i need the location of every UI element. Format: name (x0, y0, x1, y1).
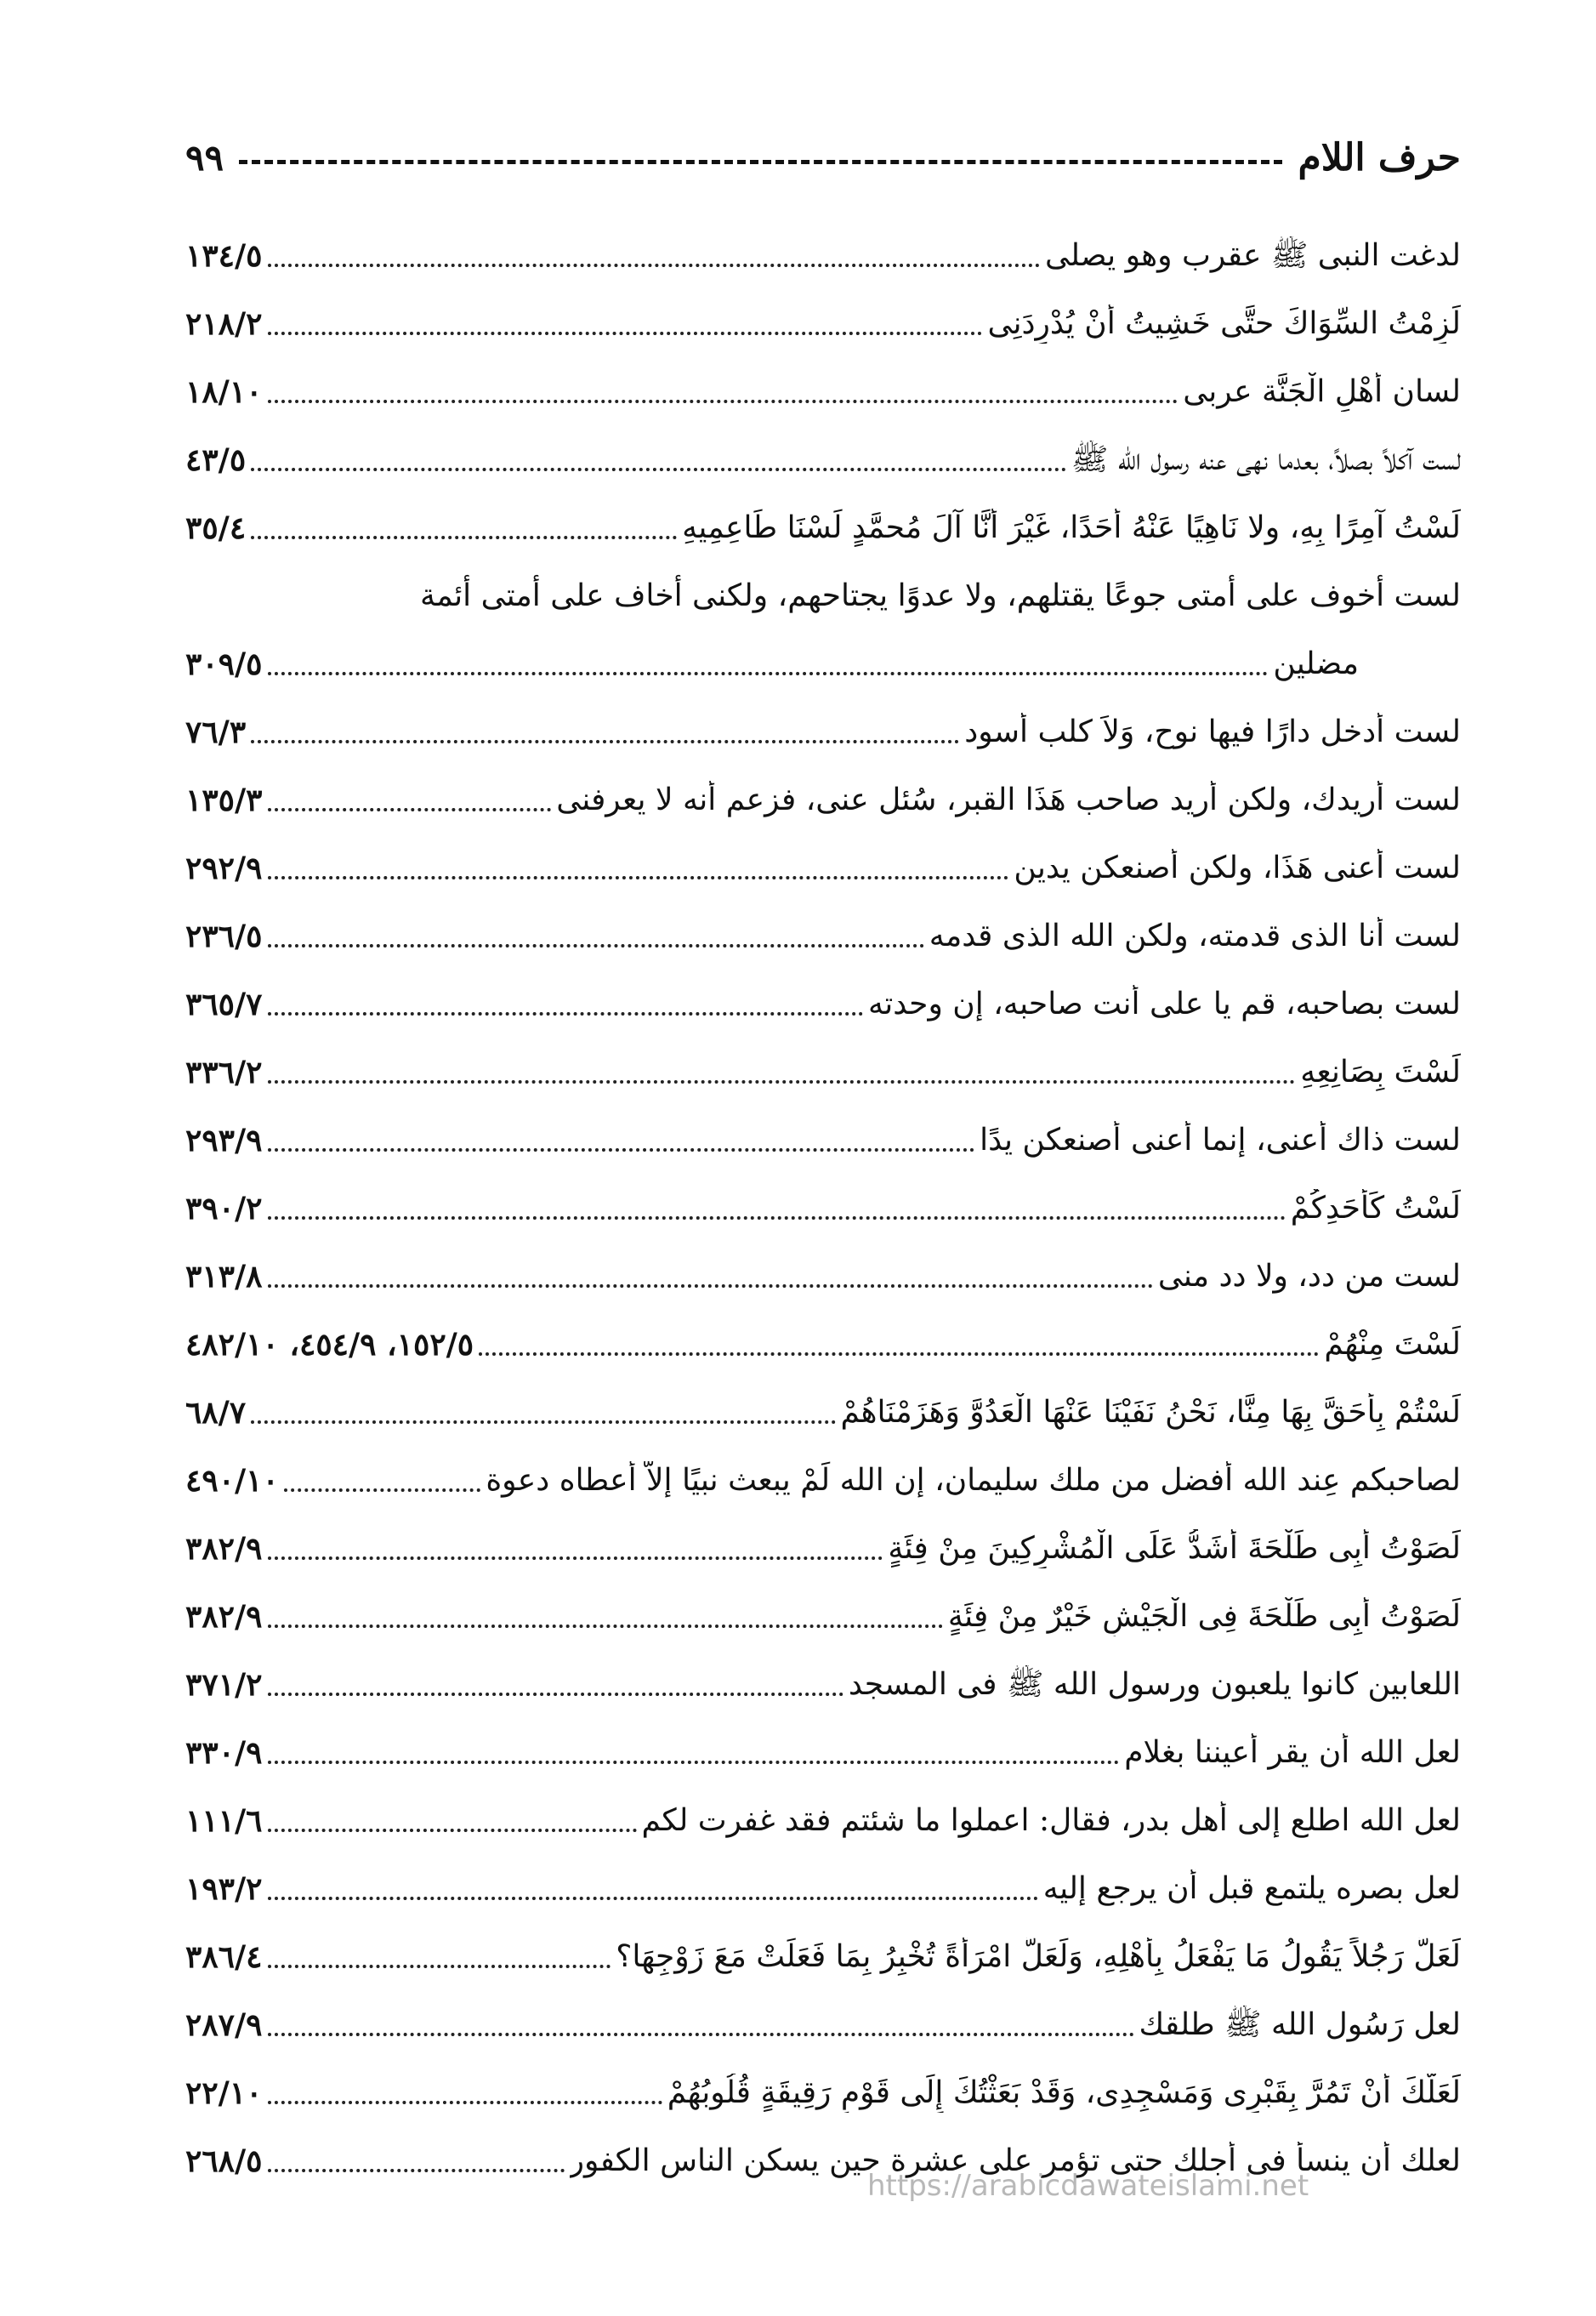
index-entry (185, 483, 1461, 551)
header-dashed-rule (239, 160, 1282, 164)
entry-reference: ٣٧١/٢ (185, 1667, 263, 1703)
index-entry (185, 1844, 1461, 1912)
entry-text: لَسْتُمْ بِأَحَقَّ بِهَا مِنَّا، نَحْنُ نَفَيْنَا عَنْهَا الْعَدُوَّ وَهَزَمْنَاهُمْ (840, 1395, 1461, 1430)
running-header (185, 128, 1461, 187)
entry-reference: ٧٦/٣ (185, 714, 247, 750)
index-entry (185, 891, 1461, 959)
entry-text: لسان أَهْلِ الْجَنَّة عربى (1183, 374, 1461, 409)
entry-reference: ٣٨٦/٤ (185, 1939, 263, 1975)
index-list (185, 211, 1461, 2184)
index-entry (185, 551, 1461, 687)
dot-leader (268, 332, 983, 335)
dot-leader (268, 1829, 637, 1832)
entry-text: لست من دد، ولا دد منى (1157, 1259, 1461, 1294)
dot-leader (251, 740, 959, 743)
entry-text: لَسْتَ بِصَانِعِهِ (1300, 1055, 1461, 1090)
index-entry (185, 1436, 1461, 1504)
section-title: حرف اللام (1298, 135, 1461, 179)
entry-text: لست بصاحبه، قم يا على أنت صاحبه، إن وحدته (867, 987, 1461, 1021)
entry-text: لعل رَسُول الله ﷺ طلقك (1139, 2007, 1461, 2042)
index-entry (185, 279, 1461, 347)
index-entry (185, 1027, 1461, 1095)
dot-leader (268, 1761, 1120, 1764)
dot-leader (268, 1148, 975, 1152)
entry-reference: ٦٨/٧ (185, 1395, 247, 1431)
entry-reference: ٤٩٠/١٠ (185, 1463, 279, 1499)
dot-leader (268, 672, 1269, 675)
entry-reference: ١٥٢/٥، ٤٥٤/٩، ٤٨٢/١٠ (185, 1327, 474, 1363)
entry-text: لَسْتُ آمِرًا بِهِ، ولا نَاهِيًا عَنْهُ أَحَدًا، غَيْرَ أَنَّا آلَ مُحمَّدٍ لَسْنَا طَاعِمِيهِ (682, 510, 1461, 545)
entry-reference: ٢٦٨/٥ (185, 2143, 263, 2179)
entry-text: لَسْتُ كَأَحَدِكُمْ (1290, 1191, 1461, 1226)
entry-reference: ١١١/٦ (185, 1803, 263, 1839)
index-entry (185, 2048, 1461, 2116)
dot-leader (479, 1352, 1319, 1356)
dot-leader (268, 944, 924, 947)
dot-leader (251, 536, 677, 539)
entry-text: لعل بصره يلتمع قبل أن يرجع إليه (1042, 1871, 1461, 1906)
entry-text: لَسْتَ مِنْهُمْ (1324, 1327, 1461, 1362)
index-entry (185, 1368, 1461, 1436)
index-entry (185, 959, 1461, 1027)
entry-reference: ٢٢/١٠ (185, 2075, 263, 2111)
entry-reference: ١٨/١٠ (185, 374, 263, 410)
entry-reference: ١٣٤/٥ (185, 238, 263, 274)
entry-reference: ٣٠٩/٥ (185, 646, 263, 682)
dot-leader (268, 1284, 1153, 1288)
index-entry (185, 1572, 1461, 1640)
entry-reference: ٢٩٢/٩ (185, 851, 263, 886)
index-entry (185, 1912, 1461, 1980)
index-entry (185, 755, 1461, 823)
dot-leader (268, 1080, 1296, 1084)
page-number: ٩٩ (185, 136, 224, 179)
entry-text: لَصَوْتُ أَبِى طَلْحَةَ أَشَدُّ عَلَى الْمُشْرِكِينَ مِنْ فِئَةٍ (888, 1531, 1461, 1566)
entry-text: لَعَلَّكَ أَنْ تَمُرَّ بِقَبْرِى وَمَسْجِدِى، وَقَدْ بَعَثْتُكَ إِلَى قَوْمٍ رَقِيقَةٍ قُلُوبُهُمْ (667, 2075, 1461, 2110)
entry-reference: ٢٩٣/٩ (185, 1123, 263, 1158)
dot-leader (268, 264, 1040, 267)
index-entry (185, 1095, 1461, 1164)
entry-reference: ٣٥/٤ (185, 510, 247, 546)
entry-text: لدغت النبى ﷺ عقرب وهو يصلى (1044, 238, 1461, 273)
entry-reference: ٣٨٢/٩ (185, 1599, 263, 1635)
entry-text: لَزِمْتُ السِّوَاكَ حتَّى خَشِيتُ أنْ يُدْرِدَنِى (987, 306, 1461, 341)
entry-text: لست آكلاً بصلاً، بعدما نهى عنه رسول الله ﷺ (1071, 442, 1461, 477)
entry-reference: ٣٣٠/٩ (185, 1735, 263, 1771)
index-entry (185, 1504, 1461, 1572)
entry-reference: ٣٦٥/٧ (185, 987, 263, 1022)
index-entry (185, 1640, 1461, 1708)
dot-leader (268, 1625, 943, 1628)
entry-text: لست أنا الذى قدمته، ولكن الله الذى قدمه (929, 919, 1461, 953)
index-entry (185, 1980, 1461, 2048)
dot-leader (251, 1420, 835, 1424)
entry-text: لست أريدك، ولكن أريد صاحب هَذَا القبر، سُئل عنى، فزعم أنه لا يعرفنى (556, 782, 1461, 817)
entry-text: لست أدخل دارًا فيها نوح، وَلاَ كلب أسود (964, 714, 1461, 749)
entry-reference: ٢٨٧/٩ (185, 2007, 263, 2043)
entry-reference: ١٣٥/٣ (185, 782, 263, 818)
watermark-url: https://arabicdawateislami.net (867, 2169, 1309, 2203)
dot-leader (268, 1965, 611, 1968)
dot-leader (268, 808, 552, 811)
entry-text: لَصَوْتُ أَبِى طَلْحَةَ فِى الْجَيْشِ خَيْرٌ مِنْ فِئَةٍ (947, 1599, 1461, 1634)
index-entry (185, 1164, 1461, 1232)
dot-leader (268, 1012, 863, 1016)
entry-reference: ٢٣٦/٥ (185, 919, 263, 954)
entry-continuation (185, 619, 1461, 687)
entry-reference: ٢١٨/٢ (185, 306, 263, 342)
dot-leader (268, 1897, 1038, 1900)
entry-text: لصاحبكم عِند الله أفضل من ملك سليمان، إن الله لَمْ يبعث نبيًا إلاَّ أعطاه دعوة (486, 1463, 1461, 1498)
dot-leader (268, 1693, 843, 1696)
index-entry (185, 687, 1461, 755)
dot-leader (268, 1556, 883, 1560)
entry-reference: ٤٣/٥ (185, 442, 247, 478)
index-entry (185, 1300, 1461, 1368)
dot-leader (251, 468, 1066, 471)
entry-text: لست أعنى هَذَا، ولكن أصنعكن يدين (1014, 851, 1461, 885)
index-entry (185, 1232, 1461, 1300)
index-entry (185, 347, 1461, 415)
index-entry (185, 1776, 1461, 1844)
index-entry (185, 211, 1461, 279)
entry-text: لست ذاك أعنى، إنما أعنى أصنعكن يدًا (980, 1123, 1461, 1158)
dot-leader (268, 2101, 662, 2104)
entry-text-continued: مضلين (1273, 646, 1359, 681)
entry-reference: ٣٣٦/٢ (185, 1055, 263, 1090)
entry-reference: ٣٨٢/٩ (185, 1531, 263, 1567)
dot-leader (284, 1488, 480, 1492)
entry-text: لعلك أن ينسأ فى أجلك حتى تؤمر على عشرة حين يسكن الناس الكفور (569, 2143, 1461, 2178)
entry-text: لعل الله أن يقر أعيننا بغلام (1124, 1735, 1461, 1770)
entry-reference: ١٩٣/٢ (185, 1871, 263, 1907)
index-entry (185, 415, 1461, 483)
entry-text: لَعَلَّ رَجُلاً يَقُولُ مَا يَفْعَلُ بِأَهْلِهِ، وَلَعَلَّ امْرَأَةً تُخْبِرُ بِمَا فَعَلَتْ مَعَ زَوْجِهَا؟ (616, 1939, 1461, 1974)
entry-text: اللعابين كانوا يلعبون ورسول الله ﷺ فى المسجد (848, 1667, 1461, 1702)
dot-leader (268, 1216, 1286, 1220)
entry-text: لست أخوف على أمتى جوعًا يقتلهم، ولا عدوًا يجتاحهم، ولكنى أخاف على أمتى أئمة (420, 578, 1461, 613)
index-entry (185, 823, 1461, 891)
dot-leader (268, 876, 1009, 879)
dot-leader (268, 2033, 1134, 2036)
entry-text: لعل الله اطلع إلى أهل بدر، فقال: اعملوا ما شئتم فقد غفرت لكم (641, 1803, 1461, 1838)
entry-reference: ٣١٣/٨ (185, 1259, 263, 1295)
index-entry (185, 1708, 1461, 1776)
dot-leader (268, 400, 1179, 403)
dot-leader (268, 2169, 565, 2172)
entry-reference: ٣٩٠/٢ (185, 1191, 263, 1226)
